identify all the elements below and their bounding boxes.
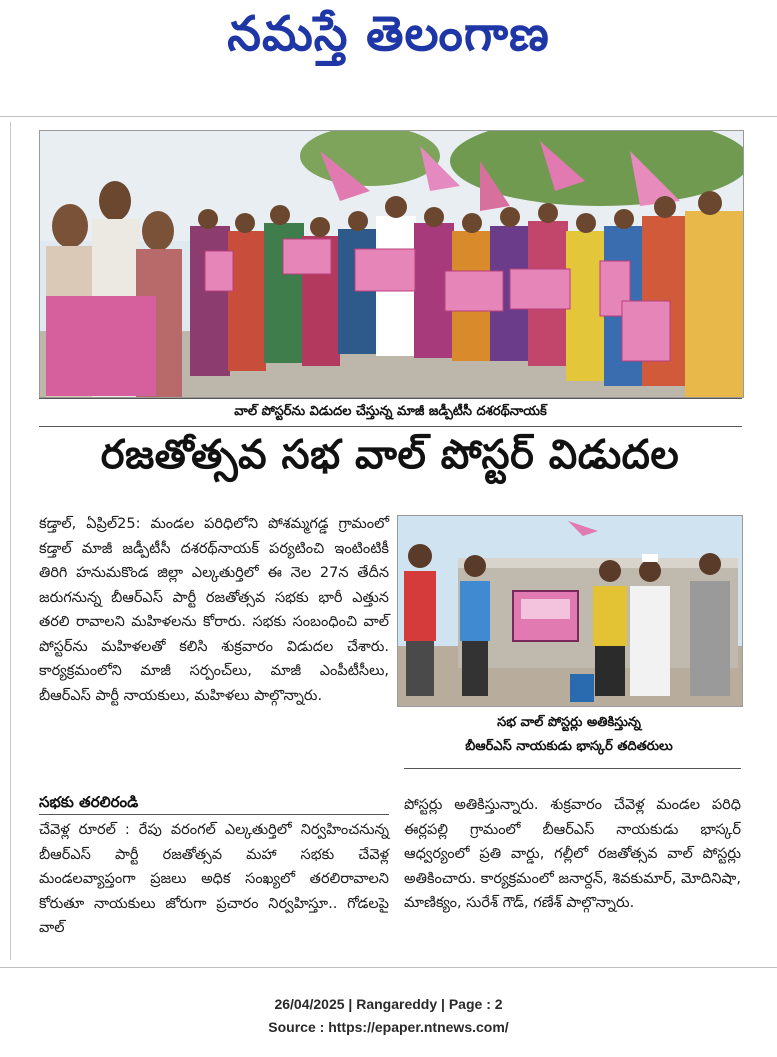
story2-text-right	[404, 793, 741, 916]
poster-wall-photo-image	[398, 516, 742, 706]
story1-paragraph: కడ్తాల్, ఏప్రిల్25: మండల పరిధిలోని పోశమ్మగడ్డ గ్రామంలో కడ్తాల్ మాజీ జడ్పీటీసీ దశరథ్‌నాయక్ పర్యటించి ఇంటింటికీ తిరిగి హనుమకొండ జిల్లా ఎల్కతుర్తిలో ఈ నెల 27న తేదీన జరుగనున్న బీఆర్‌ఎస్ పార్టీ రజతోత్సవ సభకు భారీ ఎత్తున తరలి రావాలని మహిళలను కోరారు. సభకు సంబంధించి వాల్ పోస్టర్‌ను మహిళలతో కలిసి శుక్రవారం విడుదల చేశారు. కార్యక్రమంలోని మాజీ సర్పంచ్‌లు, మాజీ ఎంపీటీసీలు, బీఆర్‌ఎస్ పార్టీ నాయకులు, మహిళలు పాల్గొన్నారు.	[39, 516, 389, 704]
top-photo-caption: వాల్ పోస్టర్‌ను విడుదల చేస్తున్న మాజీ జడ్పీటీసీ దశరథ్‌నాయక్	[234, 404, 547, 419]
side-photo	[397, 515, 743, 707]
caption-rule-bottom	[39, 426, 742, 427]
rally-photo-image	[40, 131, 743, 397]
footer-source-line: Source : https://epaper.ntnews.com/	[268, 1019, 509, 1035]
story2-subhead: సభకు తరలిరండి	[39, 793, 139, 811]
side-caption-rule	[404, 768, 741, 769]
side-photo-caption	[397, 711, 741, 759]
masthead	[0, 0, 777, 88]
footer-rule	[0, 967, 777, 968]
footer-date-line: 26/04/2025 | Rangareddy | Page : 2	[274, 996, 503, 1012]
masthead-rule	[0, 116, 777, 117]
story1-text	[39, 512, 389, 708]
top-photo	[39, 130, 744, 398]
side-caption-line1: సభ వాల్ పోస్టర్లు అతికిస్తున్న	[497, 715, 641, 730]
story2-right-paragraph: పోస్టర్లు అతికిస్తున్నారు. శుక్రవారం చేవెళ్ల మండల పరిధి ఈర్లపల్లి గ్రామంలో బీఆర్‌ఎస్ నాయకుడు భాస్కర్ ఆధ్వర్యంలో ప్రతి వార్డు, గల్లీలో రజతోత్సవ వాల్ పోస్టర్లు అతికించారు. కార్యక్రమంలో జనార్దన్, శివకుమార్, మోదినిషా, మాణిక్యం, సురేశ్ గౌడ్, గణేశ్ పాల్గొన్నారు.	[404, 797, 741, 911]
story2-subhead-rule	[39, 814, 389, 815]
caption-rule-top	[39, 398, 742, 399]
article-headline: రజతోత్సవ సభ వాల్ పోస్టర్ విడుదల	[100, 432, 680, 478]
story2-left-paragraph: చేవెళ్ల రూరల్ : రేపు వరంగల్ ఎల్కతుర్తిలో నిర్వహించనున్న బీఆర్‌ఎస్ పార్టీ రజతోత్సవ మహా సభకు చేవెళ్ల మండలవ్యాప్తంగా ప్రజలు అధిక సంఖ్యలో తరలిరావాలని కోరుతూ నాయకులు జోరుగా ప్రచారం నిర్వహిస్తూ.. గోడలపై వాల్	[39, 822, 389, 936]
story2-text-left	[39, 818, 389, 941]
newspaper-title: నమస్తే తెలంగాణ	[227, 6, 550, 62]
side-caption-line2: బీఆర్‌ఎస్ నాయకుడు భాస్కర్ తదితరులు	[465, 739, 673, 754]
